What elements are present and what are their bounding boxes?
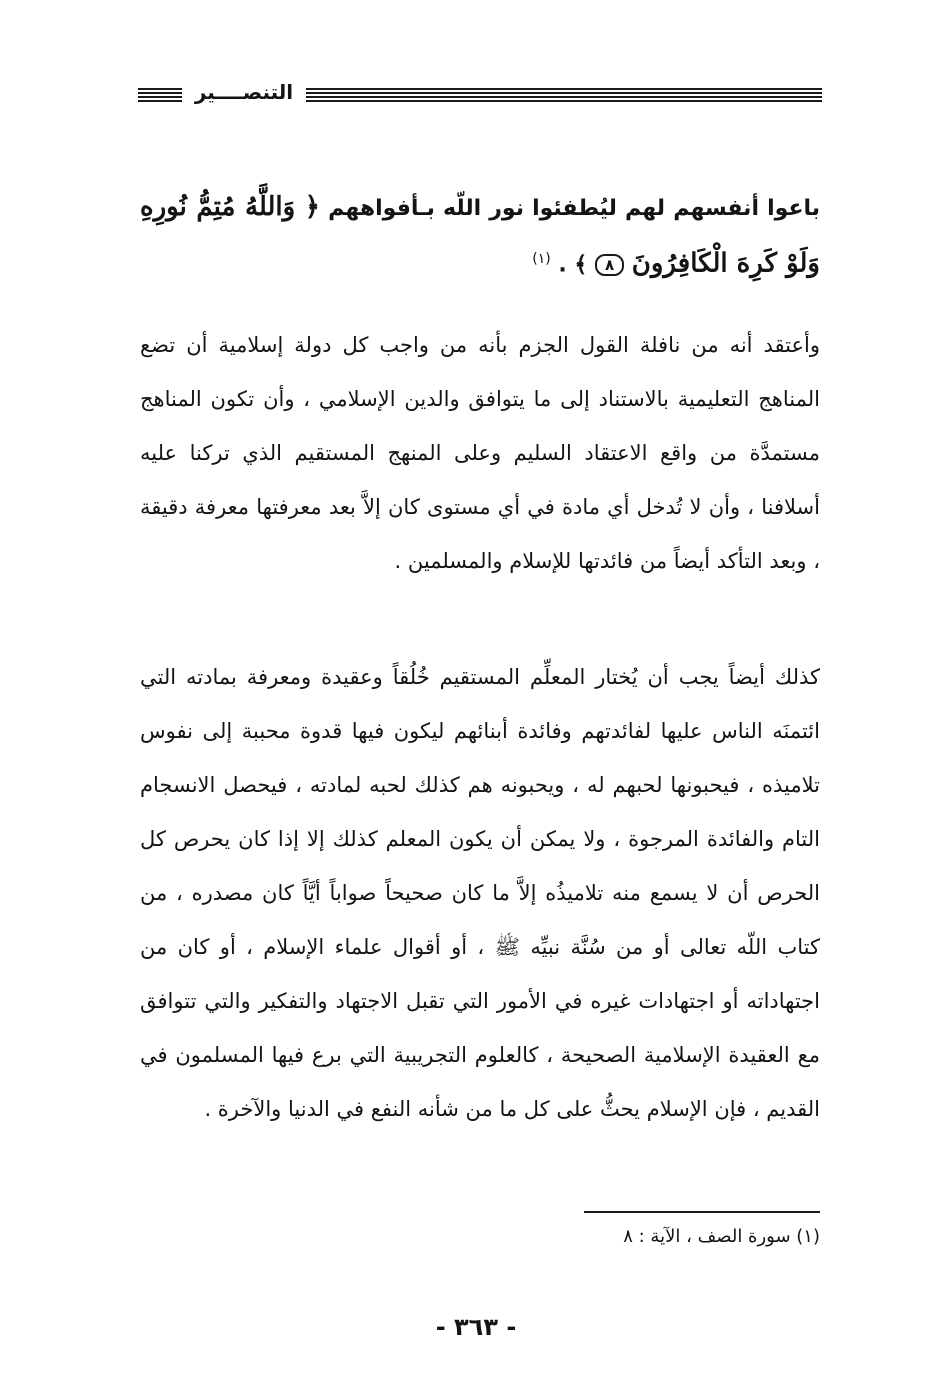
footnote: (١) سورة الصف ، الآية : ٨ <box>623 1226 820 1247</box>
paragraph-1 <box>140 318 820 588</box>
header-rule-left <box>138 88 182 104</box>
running-header <box>138 78 822 114</box>
footnote-divider <box>584 1211 820 1213</box>
header-title: التنصــــير <box>194 80 294 104</box>
header-rule-right <box>306 88 822 104</box>
paragraph-2 <box>140 650 820 1136</box>
paragraph-1-text: وأعتقد أنه من نافلة القول الجزم بأنه من واجب كل دولة إسلامية أن تضع المناهج التعليمية بالاستناد إلى ما يتوافق والدين الإسلامي ، وأن تكون المناهج مستمدَّة من واقع الاعتقاد السليم وعلى المنهج المستقيم الذي تركنا عليه أسلافنا ، وأن لا تُدخل أي مادة في أي مستوى كان إلاَّ بعد معرفتها معرفة دقيقة ، وبعد التأكد أيضاً من فائدتها للإسلام والمسلمين . <box>140 333 820 573</box>
quran-verse: ﴿ وَاللَّهُ مُتِمُّ نُورِهِ وَلَوْ كَرِهَ الْكَافِرُونَ <box>140 192 820 279</box>
paragraph-2-text: كذلك أيضاً يجب أن يُختار المعلِّم المستقيم خُلُقاً وعقيدة ومعرفة بمادته التي ائتمنَه الناس عليها لفائدتهم وفائدة أبنائهم ليكون فيها قدوة محببة إلى نفوس تلاميذه ، فيحبونها لحبهم له ، ويحبونه هم كذلك لحبه لمادته ، فيحصل الانسجام التام والفائدة المرجوة ، ولا يمكن أن يكون المعلم كذلك إلا إذا كان يحرص كل الحرص أن لا يسمع منه تلاميذُه إلاَّ ما كان صحيحاً صواباً أيَّاً كان مصدره ، من كتاب اللّه تعالى أو من سُنَّة نبيِّه ﷺ ، أو أقوال علماء الإسلام ، أو كان من اجتهاداته أو اجتهادات غيره في الأمور التي تقبل الاجتهاد والتفكير والتي تتوافق مع العقيدة الإسلامية الصحيحة ، كالعلوم التجريبية التي برع فيها المسلمون في القديم ، فإن الإسلام يحثُّ على كل ما من شأنه النفع في الدنيا والآخرة . <box>140 665 820 1121</box>
footnote-marker: (١) <box>532 251 551 267</box>
quran-close: ﴾ . <box>558 252 588 278</box>
page-number: - ٣٦٣ - <box>435 1313 517 1341</box>
verse-lead-in: باعوا أنفسهم لهم ليُطفئوا نور اللّه بـأفواههم <box>328 196 820 221</box>
ayah-number: ٨ <box>595 254 624 276</box>
verse-block <box>140 182 820 290</box>
